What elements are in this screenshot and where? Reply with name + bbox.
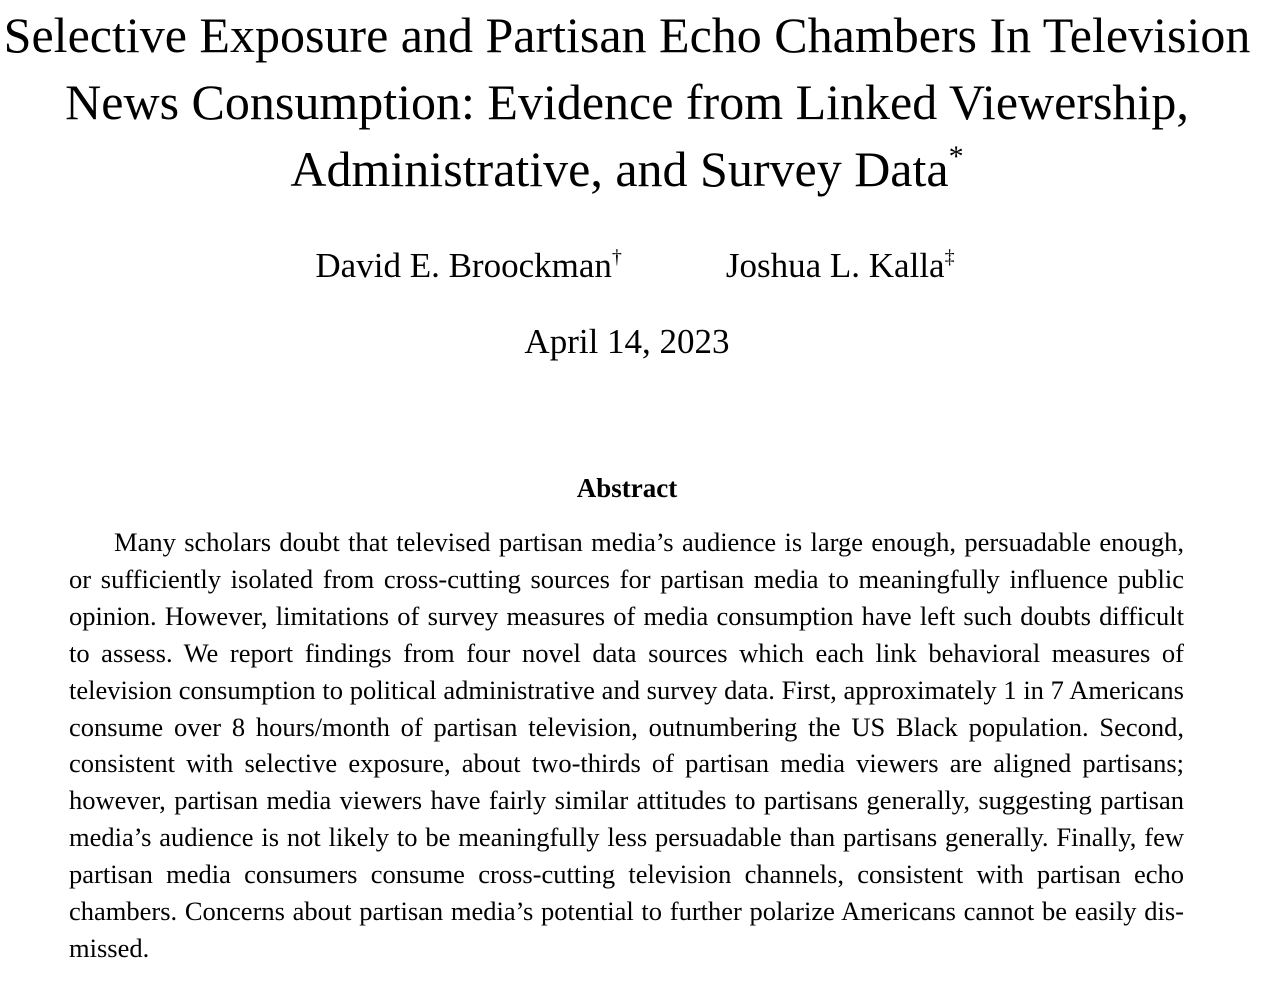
publication-date: April 14, 2023	[524, 322, 730, 361]
author-list	[0, 244, 1270, 288]
abstract-heading: Abstract	[576, 473, 678, 503]
author-broockman	[315, 244, 621, 288]
paper-title	[0, 2, 1254, 203]
author-name: Joshua L. Kalla	[725, 246, 945, 285]
title-footnote-mark: *	[948, 140, 964, 173]
author-footnote-mark: †	[611, 246, 622, 268]
author-kalla	[726, 244, 955, 288]
paper-title-text: Selective Exposure and Partisan Echo Chambers In Television News Consumption: Evidence from Linked Viewership, Administrative, and Survey Data	[3, 7, 1251, 197]
author-name: David E. Broockman	[315, 246, 612, 285]
abstract-body: Many scholars doubt that televised partisan media’s audience is large enough, persuadable enough, or sufficiently isolated from cross-cutting sources for partisan media to meaningfully influence public opinion. However, limitations of survey measures of media consumption have left such doubts difficult to assess. We report findings from four novel data sources which each link behavioral measures of television consumption to political administrative and survey data. First, approximately 1 in 7 Americans consume over 8 hours/month of partisan television, outnumbering the US Black population. Second, consistent with selective exposure, about two-thirds of partisan media viewers are aligned partisans; however, partisan media viewers have fairly similar attitudes to partisans generally, suggesting partisan media’s audience is not likely to be meaningfully less persuadable than partisans generally. Finally, few partisan media consumers consume cross-cutting television channels, consistent with partisan echo chambers. Concerns about partisan media’s potential to further polarize Americans cannot be easily dismissed.	[69, 527, 1184, 963]
author-footnote-mark: ‡	[944, 246, 955, 268]
